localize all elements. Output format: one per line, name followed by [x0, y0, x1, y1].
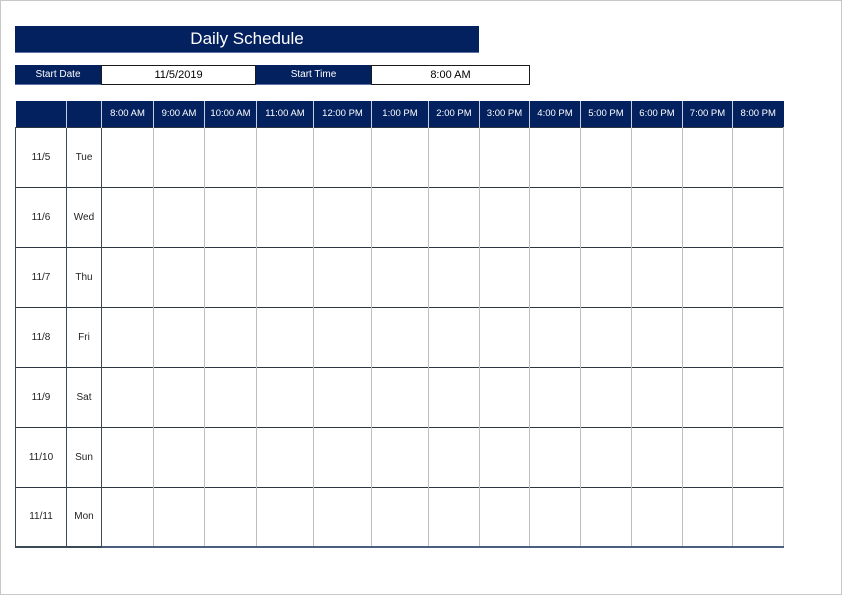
schedule-slot-cell[interactable] [429, 487, 480, 547]
schedule-slot-cell[interactable] [102, 487, 154, 547]
schedule-slot-cell[interactable] [429, 427, 480, 487]
schedule-slot-cell[interactable] [429, 127, 480, 187]
schedule-slot-cell[interactable] [257, 367, 314, 427]
schedule-slot-cell[interactable] [480, 187, 530, 247]
schedule-slot-cell[interactable] [683, 187, 733, 247]
schedule-slot-cell[interactable] [205, 427, 257, 487]
schedule-slot-cell[interactable] [683, 127, 733, 187]
time-slot-header: 10:00 AM [205, 101, 257, 127]
schedule-slot-cell[interactable] [530, 187, 581, 247]
schedule-slot-cell[interactable] [530, 127, 581, 187]
schedule-slot-cell[interactable] [480, 487, 530, 547]
date-cell: 11/11 [16, 487, 67, 547]
schedule-slot-cell[interactable] [205, 247, 257, 307]
schedule-slot-cell[interactable] [480, 427, 530, 487]
schedule-slot-cell[interactable] [632, 247, 683, 307]
time-slot-header: 7:00 PM [683, 101, 733, 127]
schedule-slot-cell[interactable] [530, 307, 581, 367]
day-cell: Thu [67, 247, 102, 307]
schedule-slot-cell[interactable] [530, 427, 581, 487]
schedule-slot-cell[interactable] [257, 427, 314, 487]
date-cell: 11/8 [16, 307, 67, 367]
time-slot-header: 3:00 PM [480, 101, 530, 127]
schedule-slot-cell[interactable] [314, 247, 372, 307]
day-cell: Fri [67, 307, 102, 367]
table-row [16, 127, 784, 187]
schedule-slot-cell[interactable] [372, 307, 429, 367]
day-cell: Sun [67, 427, 102, 487]
header-date [16, 101, 67, 127]
schedule-slot-cell[interactable] [102, 187, 154, 247]
schedule-slot-cell[interactable] [480, 307, 530, 367]
time-slot-header: 12:00 PM [314, 101, 372, 127]
time-slot-header: 5:00 PM [581, 101, 632, 127]
schedule-slot-cell[interactable] [581, 247, 632, 307]
table-row [16, 367, 784, 427]
schedule-slot-cell[interactable] [733, 487, 784, 547]
schedule-slot-cell[interactable] [632, 187, 683, 247]
time-slot-header: 8:00 PM [733, 101, 784, 127]
schedule-slot-cell[interactable] [733, 127, 784, 187]
schedule-slot-cell[interactable] [314, 367, 372, 427]
schedule-slot-cell[interactable] [733, 307, 784, 367]
schedule-slot-cell[interactable] [632, 427, 683, 487]
schedule-slot-cell[interactable] [733, 187, 784, 247]
schedule-grid [15, 101, 784, 548]
schedule-slot-cell[interactable] [314, 427, 372, 487]
schedule-slot-cell[interactable] [683, 367, 733, 427]
day-cell: Mon [67, 487, 102, 547]
schedule-slot-cell[interactable] [581, 427, 632, 487]
schedule-slot-cell[interactable] [154, 247, 205, 307]
schedule-slot-cell[interactable] [683, 487, 733, 547]
schedule-slot-cell[interactable] [154, 307, 205, 367]
start-time-field[interactable]: 8:00 AM [371, 65, 530, 85]
day-cell: Sat [67, 367, 102, 427]
schedule-slot-cell[interactable] [314, 127, 372, 187]
header-row [16, 101, 784, 127]
schedule-slot-cell[interactable] [154, 367, 205, 427]
table-row [16, 487, 784, 547]
schedule-slot-cell[interactable] [372, 127, 429, 187]
schedule-slot-cell[interactable] [683, 427, 733, 487]
schedule-slot-cell[interactable] [372, 427, 429, 487]
schedule-slot-cell[interactable] [632, 367, 683, 427]
schedule-slot-cell[interactable] [581, 307, 632, 367]
schedule-slot-cell[interactable] [257, 187, 314, 247]
schedule-slot-cell[interactable] [530, 487, 581, 547]
schedule-slot-cell[interactable] [314, 487, 372, 547]
table-row [16, 187, 784, 247]
schedule-slot-cell[interactable] [257, 127, 314, 187]
schedule-slot-cell[interactable] [102, 367, 154, 427]
page-title: Daily Schedule [15, 26, 479, 53]
table-row [16, 427, 784, 487]
day-cell: Tue [67, 127, 102, 187]
schedule-slot-cell[interactable] [372, 487, 429, 547]
schedule-slot-cell[interactable] [581, 367, 632, 427]
start-time-label: Start Time [256, 65, 371, 85]
table-row [16, 307, 784, 367]
schedule-slot-cell[interactable] [581, 487, 632, 547]
date-cell: 11/5 [16, 127, 67, 187]
schedule-slot-cell[interactable] [154, 127, 205, 187]
schedule-slot-cell[interactable] [480, 247, 530, 307]
schedule-slot-cell[interactable] [683, 307, 733, 367]
date-cell: 11/9 [16, 367, 67, 427]
time-slot-header: 1:00 PM [372, 101, 429, 127]
schedule-slot-cell[interactable] [102, 247, 154, 307]
schedule-slot-cell[interactable] [530, 367, 581, 427]
time-slot-header: 9:00 AM [154, 101, 205, 127]
schedule-slot-cell[interactable] [205, 307, 257, 367]
schedule-slot-cell[interactable] [154, 187, 205, 247]
schedule-slot-cell[interactable] [205, 367, 257, 427]
schedule-slot-cell[interactable] [154, 427, 205, 487]
schedule-slot-cell[interactable] [581, 127, 632, 187]
schedule-slot-cell[interactable] [581, 187, 632, 247]
schedule-slot-cell[interactable] [257, 307, 314, 367]
schedule-slot-cell[interactable] [314, 307, 372, 367]
schedule-slot-cell[interactable] [154, 487, 205, 547]
start-date-field[interactable]: 11/5/2019 [101, 65, 256, 85]
schedule-slot-cell[interactable] [102, 307, 154, 367]
schedule-slot-cell[interactable] [314, 187, 372, 247]
schedule-slot-cell[interactable] [257, 247, 314, 307]
schedule-slot-cell[interactable] [257, 487, 314, 547]
schedule-body [16, 127, 784, 547]
schedule-slot-cell[interactable] [102, 427, 154, 487]
schedule-slot-cell[interactable] [733, 367, 784, 427]
schedule-slot-cell[interactable] [429, 367, 480, 427]
schedule-slot-cell[interactable] [205, 187, 257, 247]
date-cell: 11/7 [16, 247, 67, 307]
schedule-slot-cell[interactable] [102, 127, 154, 187]
schedule-slot-cell[interactable] [632, 487, 683, 547]
schedule-slot-cell[interactable] [632, 127, 683, 187]
schedule-slot-cell[interactable] [733, 427, 784, 487]
schedule-slot-cell[interactable] [372, 187, 429, 247]
time-slot-header: 8:00 AM [102, 101, 154, 127]
schedule-slot-cell[interactable] [530, 247, 581, 307]
schedule-slot-cell[interactable] [429, 307, 480, 367]
date-cell: 11/6 [16, 187, 67, 247]
time-slot-header: 4:00 PM [530, 101, 581, 127]
start-date-label: Start Date [15, 65, 101, 85]
day-cell: Wed [67, 187, 102, 247]
schedule-slot-cell[interactable] [205, 127, 257, 187]
header-day [67, 101, 102, 127]
table-row [16, 247, 784, 307]
time-slot-header: 11:00 AM [257, 101, 314, 127]
time-slot-header: 6:00 PM [632, 101, 683, 127]
date-cell: 11/10 [16, 427, 67, 487]
schedule-slot-cell[interactable] [480, 127, 530, 187]
schedule-slot-cell[interactable] [429, 247, 480, 307]
schedule-slot-cell[interactable] [429, 187, 480, 247]
schedule-slot-cell[interactable] [372, 247, 429, 307]
schedule-slot-cell[interactable] [205, 487, 257, 547]
schedule-slot-cell[interactable] [683, 247, 733, 307]
time-slot-header: 2:00 PM [429, 101, 480, 127]
schedule-slot-cell[interactable] [480, 367, 530, 427]
schedule-slot-cell[interactable] [733, 247, 784, 307]
schedule-slot-cell[interactable] [632, 307, 683, 367]
schedule-slot-cell[interactable] [372, 367, 429, 427]
